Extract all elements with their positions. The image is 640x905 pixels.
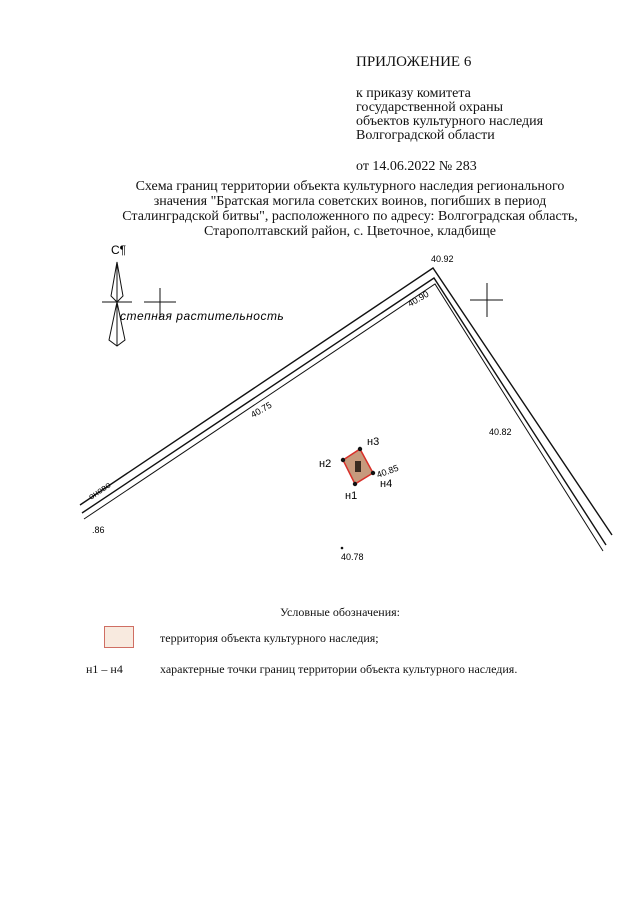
point-label-n4: н4 — [380, 478, 393, 490]
order-line-4: Волгоградской области — [356, 128, 495, 143]
north-label: С¶ — [111, 243, 127, 257]
legend-title: Условные обозначения: — [279, 605, 401, 619]
elevation-label: 40.78 — [341, 552, 364, 562]
legend-territory-label: территория объекта культурного наследия; — [160, 631, 379, 645]
point-label-n3: н3 — [367, 436, 380, 448]
vegetation-label: степная растительность — [120, 309, 285, 323]
order-line-3: объектов культурного наследия — [356, 114, 544, 129]
legend-points-key: н1 – н4 — [86, 662, 123, 676]
point-label-n1: н1 — [345, 490, 358, 502]
title-line-2: значения "Братская могила советских воинов, погибших в период — [153, 194, 547, 209]
order-date: от 14.06.2022 № 283 — [356, 159, 477, 174]
appendix-number: ПРИЛОЖЕНИЕ 6 — [356, 54, 472, 70]
boundary-point — [371, 471, 375, 475]
territory-swatch — [104, 626, 134, 648]
point-label-n2: н2 — [319, 458, 332, 470]
elevation-label: 40.85 — [375, 462, 400, 480]
title-line-1: Схема границ территории объекта культурного наследия регионального — [135, 179, 565, 194]
elevation-label: 40.82 — [489, 427, 512, 437]
elevation-label: .86 — [92, 525, 105, 535]
legend-points-label: характерные точки границ территории объекта культурного наследия. — [160, 662, 518, 676]
title-line-3: Сталинградской битвы", расположенного по адресу: Волгоградская область, — [122, 209, 578, 224]
elevation-label: 40.92 — [431, 254, 454, 264]
elevation-label: 40.90 — [406, 288, 431, 309]
appendix-header — [356, 54, 626, 175]
document-title — [70, 179, 630, 239]
road-label: оново — [86, 479, 113, 502]
elevation-label: 40.75 — [249, 399, 274, 420]
boundary-point — [341, 458, 345, 462]
grid-cross-icon — [470, 283, 503, 317]
boundary-map — [0, 235, 640, 595]
boundary-point — [353, 482, 357, 486]
order-line-1: к приказу комитета — [356, 86, 471, 101]
title-line-4: Старополтавский район, с. Цветочное, кладбище — [204, 224, 496, 239]
boundary-point — [358, 447, 362, 451]
north-arrow-icon — [102, 262, 132, 346]
elevation-dot — [341, 547, 344, 550]
order-line-2: государственной охраны — [356, 100, 504, 115]
heritage-territory — [341, 447, 375, 486]
